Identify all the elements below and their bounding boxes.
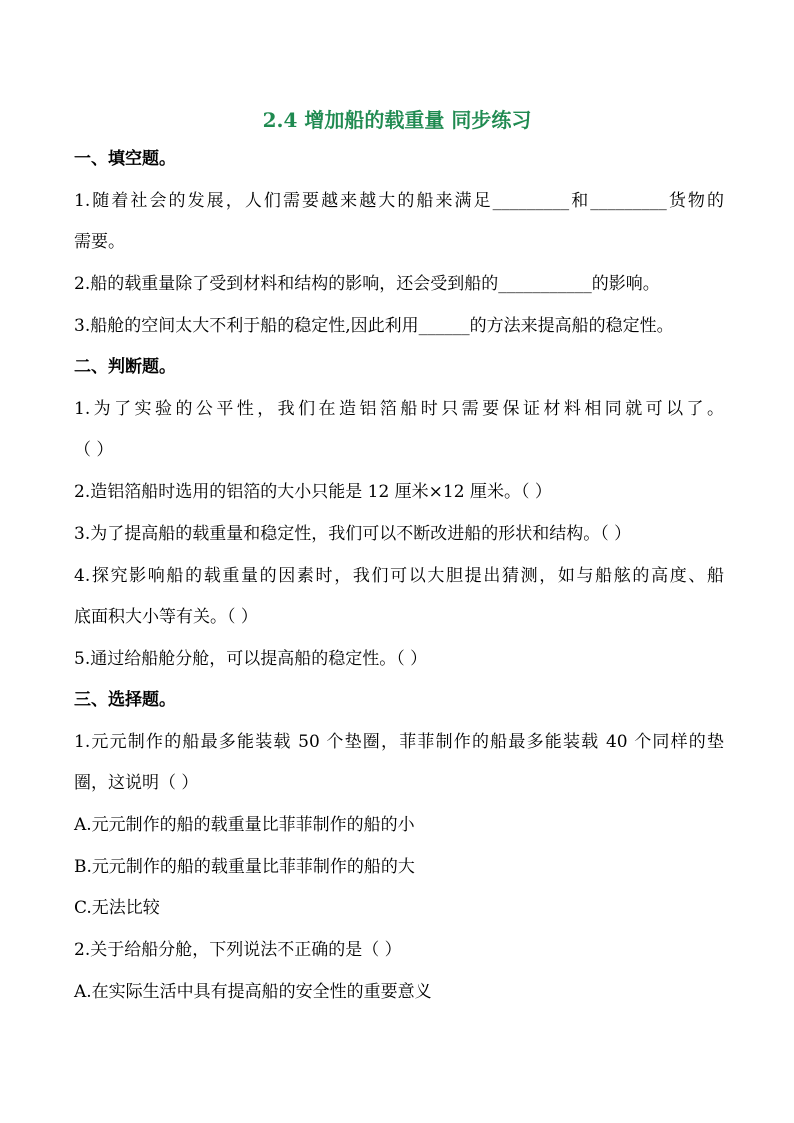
judge-question-1-line-2: （ ） bbox=[74, 440, 114, 460]
choice-question-1-option-c: C.无法比较 bbox=[74, 898, 160, 918]
judge-question-1-line-1: 1.为了实验的公平性，我们在造铝箔船时只需要保证材料相同就可以了。 bbox=[74, 399, 724, 419]
fill-question-1-line-1: 1.随着社会的发展，人们需要越来越大的船来满足_________和_________货物的 bbox=[74, 191, 724, 211]
section-heading-judge: 二、判断题。 bbox=[74, 357, 176, 377]
choice-question-1-line-1: 1.元元制作的船最多能装载 50 个垫圈，菲菲制作的船最多能装载 40 个同样的垫 bbox=[74, 732, 724, 752]
judge-question-2: 2.造铝箔船时选用的铝箔的大小只能是 12 厘米×12 厘米。（ ） bbox=[74, 482, 552, 502]
choice-question-1-line-2: 圈，这说明（ ） bbox=[74, 773, 199, 793]
section-heading-fill: 一、填空题。 bbox=[74, 149, 176, 169]
fill-question-3: 3.船舱的空间太大不利于船的稳定性,因此利用______的方法来提高船的稳定性。 bbox=[74, 316, 674, 336]
fill-question-1-line-2: 需要。 bbox=[74, 232, 125, 252]
choice-question-1-option-b: B.元元制作的船的载重量比菲菲制作的船的大 bbox=[74, 857, 415, 877]
choice-question-2-option-a: A.在实际生活中具有提高船的安全性的重要意义 bbox=[74, 982, 432, 1002]
page-title: 2.4 增加船的载重量 同步练习 bbox=[262, 108, 532, 132]
section-heading-choice: 三、选择题。 bbox=[74, 690, 176, 710]
judge-question-5: 5.通过给船舱分舱，可以提高船的稳定性。（ ） bbox=[74, 649, 428, 669]
choice-question-2: 2.关于给船分舱，下列说法不正确的是（ ） bbox=[74, 940, 402, 960]
fill-question-2: 2.船的载重量除了受到材料和结构的影响，还会受到船的___________的影响。 bbox=[74, 274, 660, 294]
judge-question-4-line-1: 4.探究影响船的载重量的因素时，我们可以大胆提出猜测，如与船舷的高度、船 bbox=[74, 566, 724, 586]
judge-question-4-line-2: 底面积大小等有关。（ ） bbox=[74, 607, 258, 627]
judge-question-3: 3.为了提高船的载重量和稳定性，我们可以不断改进船的形状和结构。（ ） bbox=[74, 524, 632, 544]
choice-question-1-option-a: A.元元制作的船的载重量比菲菲制作的船的小 bbox=[74, 815, 415, 835]
